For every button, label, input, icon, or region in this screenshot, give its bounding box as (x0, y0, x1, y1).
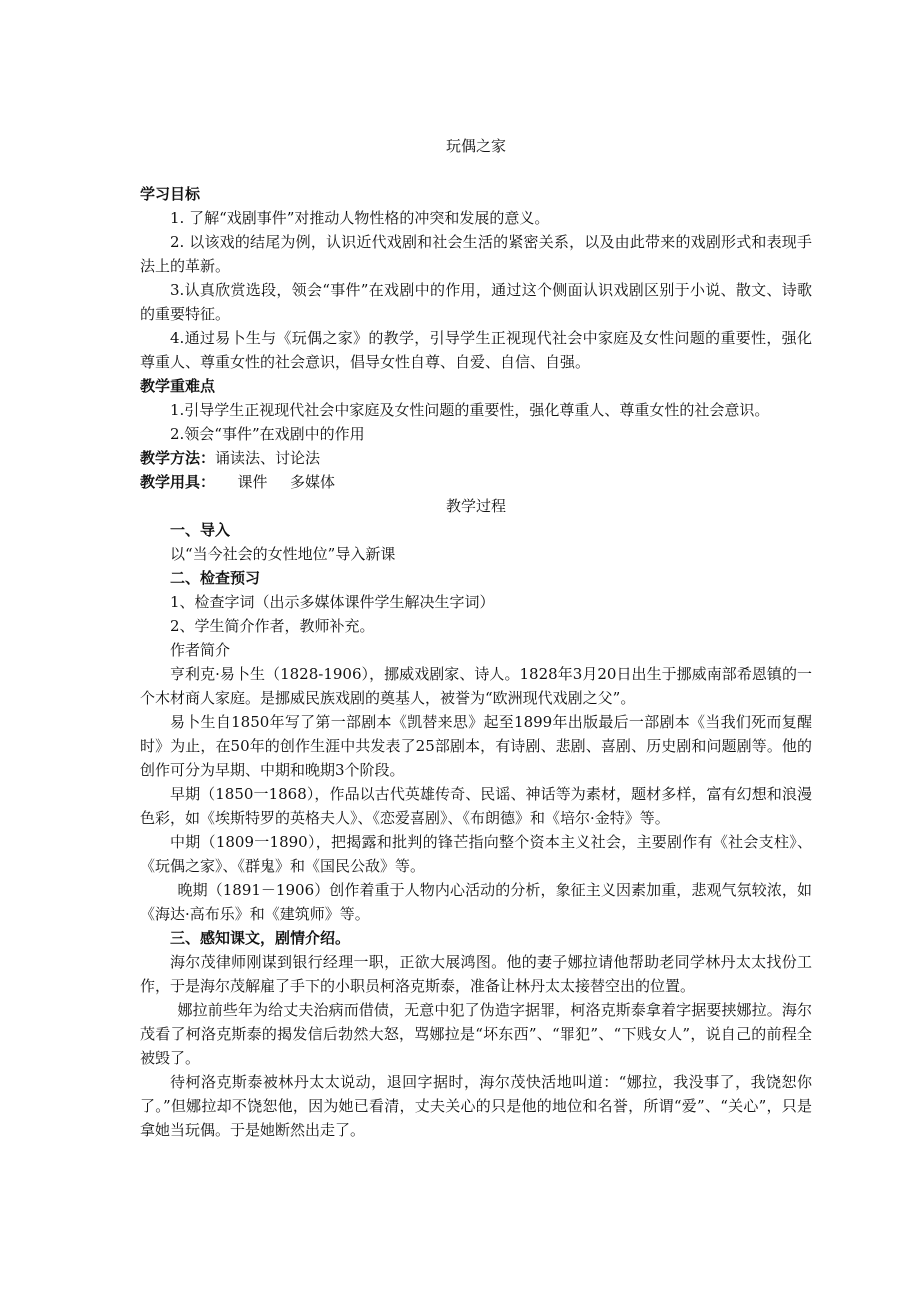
document-title: 玩偶之家 (445, 137, 506, 155)
author-paragraph: 亨利克·易卜生（1828-1906），挪威戏剧家、诗人。1828年3月20日出生于挪威南部希恩镇的一个木材商人家庭。是挪威民族戏剧的奠基人，被誉为“欧洲现代戏剧之父”。 (140, 665, 812, 707)
teaching-tools-value-2: 多媒体 (290, 473, 336, 491)
key-point-item: 2.领会“事件”在戏剧中的作用 (170, 425, 365, 443)
objective-item: 2. 以该戏的结尾为例，认识近代戏剧和社会生活的紧密关系，以及由此带来的戏剧形式和表现手法上的革新。 (140, 233, 812, 275)
plot-paragraph: 娜拉前些年为给丈夫治病而借债，无意中犯了伪造字据罪，柯洛克斯泰拿着字据要挟娜拉。海尔茂看了柯洛克斯泰的揭发信后勃然大怒，骂娜拉是“坏东西”、“罪犯”、“下贱女人”，说自己的前程全被毁了。 (140, 1001, 812, 1067)
teaching-method-value: 诵读法、讨论法 (215, 449, 321, 467)
teaching-method (140, 446, 812, 470)
section-2-heading: 二、检查预习 (170, 569, 261, 587)
teaching-tools-value-1: 课件 (237, 473, 268, 491)
teaching-tools (140, 470, 812, 494)
author-intro-heading: 作者简介 (170, 641, 231, 659)
author-paragraph: 易卜生自1850年写了第一部剧本《凯替来思》起至1899年出版最后一部剧本《当我们死而复醒时》为止，在50年的创作生涯中共发表了25部剧本，有诗剧、悲剧、喜剧、历史剧和问题剧等。他的创作可分为早期、中期和晚期3个阶段。 (140, 713, 812, 779)
section-2-item: 2、学生简介作者，教师补充。 (170, 617, 375, 635)
process-heading: 教学过程 (445, 497, 506, 515)
objectives-heading: 学习目标 (140, 185, 201, 203)
key-point-item: 1.引导学生正视现代社会中家庭及女性问题的重要性，强化尊重人、尊重女性的社会意识。 (170, 401, 770, 419)
plot-paragraph: 待柯洛克斯泰被林丹太太说动，退回字据时，海尔茂快活地叫道：“娜拉，我没事了，我饶恕你了。”但娜拉却不饶恕他，因为她已看清，丈夫关心的只是他的地位和名誉，所谓“爱”、“关心”，只是拿她当玩偶。于是她断然出走了。 (140, 1073, 812, 1139)
document-page (140, 134, 812, 1142)
key-points-heading: 教学重难点 (140, 377, 216, 395)
plot-paragraph: 海尔茂律师刚谋到银行经理一职，正欲大展鸿图。他的妻子娜拉请他帮助老同学林丹太太找份工作，于是海尔茂解雇了手下的小职员柯洛克斯泰，准备让林丹太太接替空出的位置。 (140, 953, 812, 995)
author-paragraph: 早期（1850一1868），作品以古代英雄传奇、民谣、神话等为素材，题材多样，富有幻想和浪漫色彩，如《埃斯特罗的英格夫人》、《恋爱喜剧》、《布朗德》和《培尔·金特》等。 (140, 785, 812, 827)
section-2-item: 1、检查字词（出示多媒体课件学生解决生字词） (170, 593, 495, 611)
section-3-heading: 三、感知课文，剧情介绍。 (170, 929, 351, 947)
teaching-method-label: 教学方法： (140, 449, 216, 467)
section-1-text: 以“当今社会的女性地位”导入新课 (170, 545, 396, 563)
author-paragraph: 中期（1809一1890），把揭露和批判的锋芒指向整个资本主义社会，主要剧作有《社会支柱》、《玩偶之家》、《群鬼》和《国民公敌》等。 (140, 833, 812, 875)
objective-item: 4.通过易卜生与《玩偶之家》的教学，引导学生正视现代社会中家庭及女性问题的重要性，强化尊重人、尊重女性的社会意识，倡导女性自尊、自爱、自信、自强。 (140, 329, 812, 371)
author-paragraph: 晚期（1891－1906）创作着重于人物内心活动的分析，象征主义因素加重，悲观气氛较浓，如《海达·高布乐》和《建筑师》等。 (140, 881, 812, 923)
objective-item: 1. 了解“戏剧事件”对推动人物性格的冲突和发展的意义。 (170, 209, 550, 227)
teaching-tools-label: 教学用具： (140, 473, 216, 491)
section-1-heading: 一、导入 (170, 521, 231, 539)
objective-item: 3.认真欣赏选段，领会“事件”在戏剧中的作用，通过这个侧面认识戏剧区别于小说、散文、诗歌的重要特征。 (140, 281, 812, 323)
